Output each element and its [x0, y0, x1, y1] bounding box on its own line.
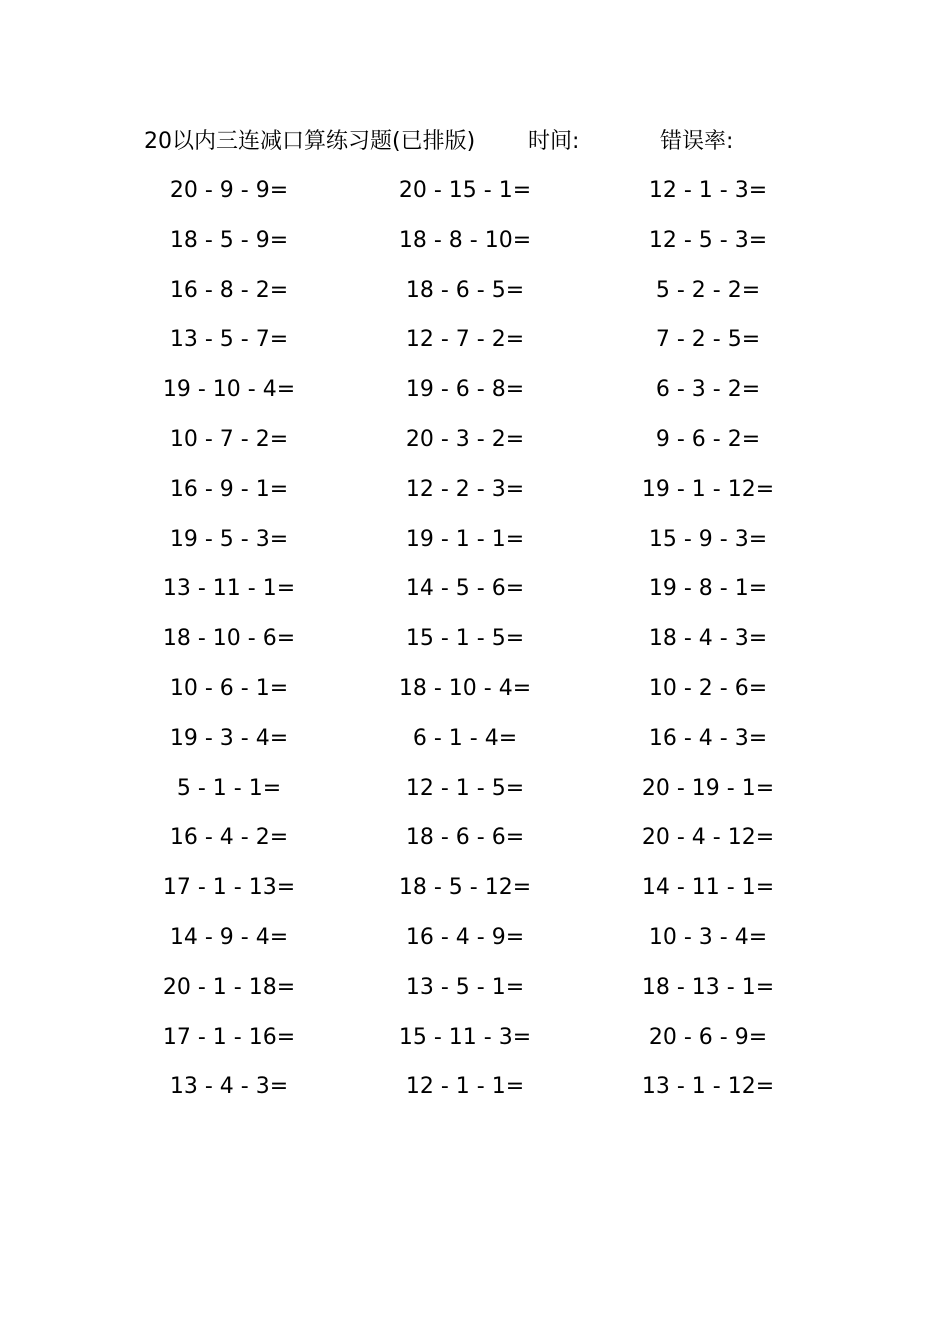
- problem-grid: [0, 166, 950, 1112]
- problem-item: 12 - 1 - 1=: [405, 1074, 525, 1100]
- problem-item: 20 - 4 - 12=: [641, 825, 775, 851]
- problem-item: 12 - 1 - 5=: [405, 775, 525, 801]
- problem-item: 18 - 4 - 3=: [648, 626, 768, 652]
- error-rate-label: 错误率:: [660, 129, 734, 154]
- problem-item: 9 - 6 - 2=: [655, 426, 761, 452]
- problem-item: 19 - 5 - 3=: [169, 526, 289, 552]
- problem-item: 20 - 1 - 18=: [162, 974, 296, 1000]
- problem-item: 15 - 11 - 3=: [398, 1024, 532, 1050]
- problem-item: 10 - 6 - 1=: [169, 675, 289, 701]
- problem-row: [0, 614, 950, 664]
- problem-row: [0, 813, 950, 863]
- problem-item: 10 - 2 - 6=: [648, 675, 768, 701]
- problem-item: 18 - 13 - 1=: [641, 974, 775, 1000]
- problem-item: 17 - 1 - 13=: [162, 875, 296, 901]
- problem-item: 7 - 2 - 5=: [655, 327, 761, 353]
- problem-row: [0, 166, 950, 216]
- problem-item: 13 - 1 - 12=: [641, 1074, 775, 1100]
- problem-item: 20 - 6 - 9=: [648, 1024, 768, 1050]
- problem-item: 15 - 1 - 5=: [405, 626, 525, 652]
- problem-item: 19 - 1 - 1=: [405, 526, 525, 552]
- problem-item: 16 - 4 - 2=: [169, 825, 289, 851]
- problem-row: [0, 216, 950, 266]
- worksheet-header: [0, 124, 950, 160]
- problem-item: 18 - 8 - 10=: [398, 227, 532, 253]
- problem-item: 19 - 1 - 12=: [641, 476, 775, 502]
- problem-item: 19 - 8 - 1=: [648, 576, 768, 602]
- problem-row: [0, 1062, 950, 1112]
- problem-item: 5 - 1 - 1=: [176, 775, 282, 801]
- problem-item: 19 - 10 - 4=: [162, 377, 296, 403]
- problem-item: 12 - 2 - 3=: [405, 476, 525, 502]
- problem-item: 18 - 5 - 12=: [398, 875, 532, 901]
- problem-row: [0, 963, 950, 1013]
- problem-item: 14 - 9 - 4=: [169, 924, 289, 950]
- problem-item: 14 - 5 - 6=: [405, 576, 525, 602]
- time-label: 时间:: [528, 129, 580, 154]
- problem-item: 13 - 5 - 7=: [169, 327, 289, 353]
- problem-row: [0, 714, 950, 764]
- worksheet-title: 20以内三连减口算练习题(已排版): [144, 129, 476, 154]
- problem-row: [0, 863, 950, 913]
- problem-item: 10 - 3 - 4=: [648, 924, 768, 950]
- problem-item: 18 - 10 - 4=: [398, 675, 532, 701]
- problem-item: 12 - 7 - 2=: [405, 327, 525, 353]
- problem-item: 13 - 11 - 1=: [162, 576, 296, 602]
- problem-item: 5 - 2 - 2=: [655, 277, 761, 303]
- problem-item: 6 - 1 - 4=: [412, 725, 518, 751]
- problem-row: [0, 1013, 950, 1063]
- problem-row: [0, 266, 950, 316]
- problem-row: [0, 465, 950, 515]
- problem-item: 14 - 11 - 1=: [641, 875, 775, 901]
- problem-item: 12 - 5 - 3=: [648, 227, 768, 253]
- problem-item: 19 - 3 - 4=: [169, 725, 289, 751]
- problem-item: 16 - 8 - 2=: [169, 277, 289, 303]
- problem-item: 13 - 4 - 3=: [169, 1074, 289, 1100]
- problem-item: 13 - 5 - 1=: [405, 974, 525, 1000]
- problem-row: [0, 315, 950, 365]
- problem-item: 6 - 3 - 2=: [655, 377, 761, 403]
- problem-row: [0, 764, 950, 814]
- problem-item: 15 - 9 - 3=: [648, 526, 768, 552]
- problem-row: [0, 664, 950, 714]
- problem-item: 20 - 3 - 2=: [405, 426, 525, 452]
- problem-row: [0, 515, 950, 565]
- problem-row: [0, 415, 950, 465]
- problem-item: 18 - 5 - 9=: [169, 227, 289, 253]
- problem-row: [0, 913, 950, 963]
- problem-item: 19 - 6 - 8=: [405, 377, 525, 403]
- problem-item: 20 - 19 - 1=: [641, 775, 775, 801]
- problem-item: 16 - 4 - 9=: [405, 924, 525, 950]
- problem-item: 18 - 10 - 6=: [162, 626, 296, 652]
- problem-item: 16 - 4 - 3=: [648, 725, 768, 751]
- problem-item: 17 - 1 - 16=: [162, 1024, 296, 1050]
- problem-item: 18 - 6 - 6=: [405, 825, 525, 851]
- problem-row: [0, 564, 950, 614]
- problem-item: 20 - 15 - 1=: [398, 178, 532, 203]
- problem-row: [0, 365, 950, 415]
- problem-item: 16 - 9 - 1=: [169, 476, 289, 502]
- problem-item: 10 - 7 - 2=: [169, 426, 289, 452]
- problem-item: 12 - 1 - 3=: [648, 178, 768, 203]
- problem-item: 20 - 9 - 9=: [169, 178, 289, 203]
- problem-item: 18 - 6 - 5=: [405, 277, 525, 303]
